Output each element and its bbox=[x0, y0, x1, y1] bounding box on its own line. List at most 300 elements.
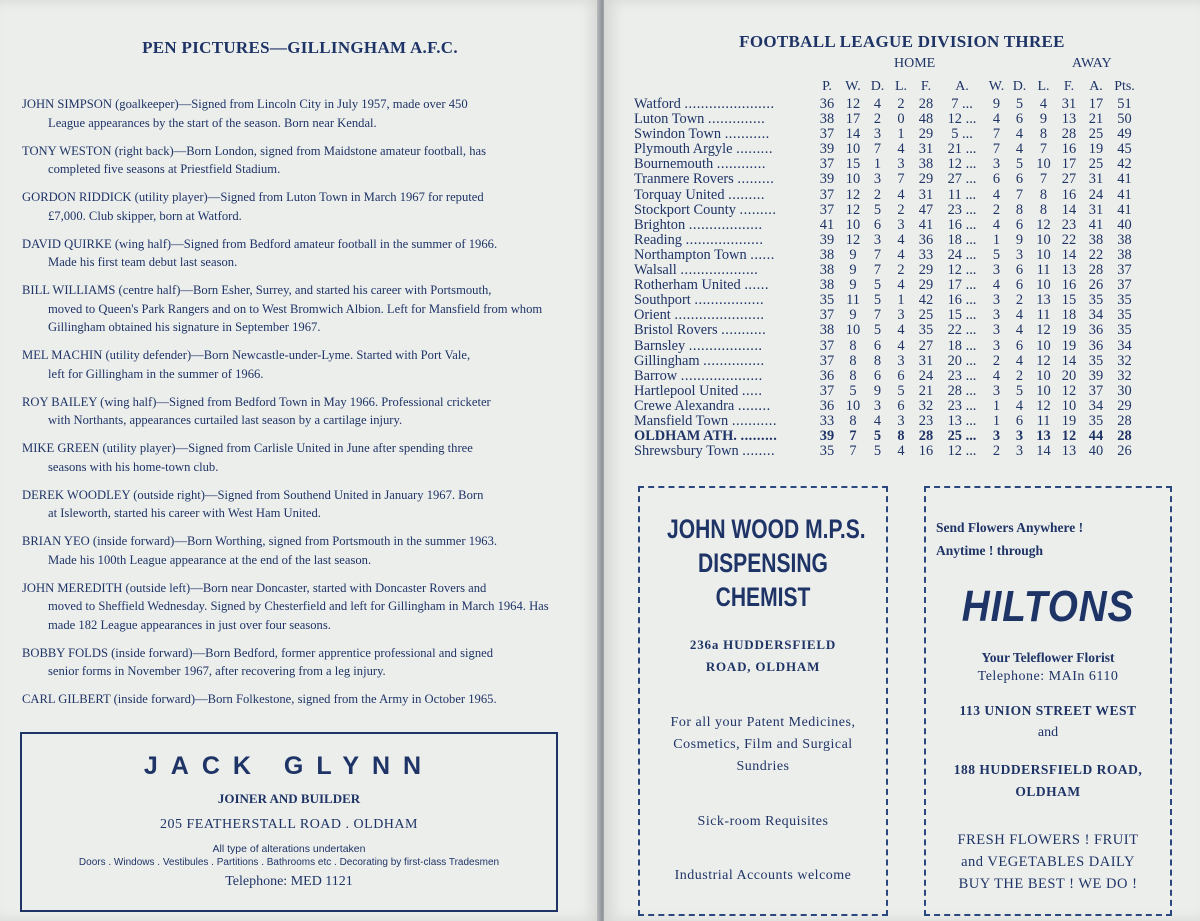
stat-cell-p: 39 bbox=[819, 141, 835, 158]
john-wood-advert bbox=[638, 486, 888, 916]
stat-cell-al: 8 bbox=[1039, 201, 1048, 218]
jack-glynn-advert bbox=[20, 732, 558, 912]
stat-cell-af: 14 bbox=[1061, 201, 1077, 218]
player-entry bbox=[22, 393, 562, 430]
stat-cell-hd: 7 bbox=[873, 307, 882, 324]
team-row bbox=[634, 429, 1190, 444]
stat-cell-hf: 38 bbox=[918, 156, 934, 173]
stat-cell-af: 31 bbox=[1061, 96, 1077, 112]
stat-cell-aw: 4 bbox=[992, 111, 1001, 128]
player-entry-first-line: JOHN SIMPSON (goalkeeper)—Signed from Lincoln City in July 1957, made over 450 bbox=[22, 97, 468, 111]
stat-cell-aw: 4 bbox=[992, 186, 1001, 203]
stat-cell-al: 11 bbox=[1036, 412, 1051, 429]
team-name-cell bbox=[634, 308, 814, 323]
hiltons-send-line2: Anytime ! through bbox=[936, 543, 1044, 558]
stat-cell-al: 10 bbox=[1036, 246, 1051, 263]
stat-cell-pts: 50 bbox=[1117, 111, 1132, 128]
stat-cell-ad: 4 bbox=[1015, 322, 1024, 339]
wood-body-line3: Sundries bbox=[736, 759, 790, 774]
stat-cell-aw: 3 bbox=[992, 382, 1001, 399]
team-name: Shrewsbury Town bbox=[634, 444, 739, 460]
stat-cell-al: 10 bbox=[1036, 156, 1051, 173]
stat-cell-hd: 2 bbox=[873, 111, 882, 128]
player-entry-first-line: DEREK WOODLEY (outside right)—Signed from Southend United in January 1967. Born bbox=[22, 487, 484, 502]
leader-dots: ......... bbox=[739, 202, 777, 218]
player-entry bbox=[22, 346, 562, 383]
stat-cell-af: 16 bbox=[1061, 186, 1077, 203]
player-entry-first-line: BOBBY FOLDS (inside forward)—Born Bedford, former apprentice professional and signed bbox=[22, 645, 493, 660]
stat-cell-af: 12 bbox=[1061, 382, 1077, 399]
stat-cell-hw: 9 bbox=[849, 262, 857, 279]
player-entry-continuation: Made his 100th League appearance at the end of the last season. bbox=[48, 552, 372, 567]
team-row bbox=[634, 414, 1190, 429]
stat-cell-pts: 26 bbox=[1117, 443, 1132, 460]
stat-cell-aa: 35 bbox=[1088, 412, 1104, 429]
team-row bbox=[634, 354, 1190, 369]
stat-cell-hd: 5 bbox=[873, 322, 882, 339]
stat-cell-hw: 17 bbox=[845, 111, 861, 128]
stat-cell-p: 37 bbox=[819, 156, 835, 173]
player-entry bbox=[22, 281, 562, 337]
stat-cell-hf: 36 bbox=[918, 231, 934, 248]
player-entry-first-line: MEL MACHIN (utility defender)—Born Newcastle-under-Lyme. Started with Port Vale, bbox=[22, 348, 471, 362]
player-entry-continuation: completed five seasons at Priestfield Stadium. bbox=[48, 162, 281, 176]
stat-cell-hw: 9 bbox=[849, 307, 857, 324]
stat-cell-hf: 16 bbox=[918, 443, 934, 460]
stat-cell-hf: 21 bbox=[918, 382, 934, 399]
stat-cell-hd: 5 bbox=[873, 201, 882, 218]
leader-dots: ......... bbox=[728, 187, 766, 203]
stat-cell-pts: 49 bbox=[1117, 126, 1132, 143]
stat-cell-p: 35 bbox=[819, 292, 835, 309]
stat-cell-hw: 12 bbox=[845, 186, 861, 203]
stat-cell-pts: 51 bbox=[1117, 96, 1132, 112]
team-name: Hartlepool United bbox=[634, 383, 739, 399]
stat-cell-hd: 7 bbox=[873, 141, 882, 158]
player-entry-first-line: BILL WILLIAMS (centre half)—Born Esher, Surrey, and started his career with Portsmouth, bbox=[22, 283, 492, 297]
stat-cell-af: 17 bbox=[1061, 156, 1077, 173]
stat-cell-hw: 9 bbox=[849, 246, 857, 263]
stat-cell-aa: 28 bbox=[1088, 262, 1104, 279]
stat-cell-p: 39 bbox=[819, 428, 835, 445]
team-row bbox=[634, 142, 1190, 157]
leader-dots: ........ bbox=[742, 444, 776, 460]
wood-sickroom: Sick-room Requisites bbox=[697, 814, 829, 829]
stat-cell-hd: 2 bbox=[873, 186, 882, 203]
league-table-title: FOOTBALL LEAGUE DIVISION THREE bbox=[739, 32, 1065, 51]
stat-cell-aa: 36 bbox=[1088, 322, 1104, 339]
team-name: Gillingham bbox=[634, 353, 700, 369]
stat-cell-ad: 6 bbox=[1015, 412, 1024, 429]
team-name: Rotherham United bbox=[634, 278, 741, 294]
stat-cell-hw: 9 bbox=[849, 277, 857, 294]
player-entry-first-line: ROY BAILEY (wing half)—Signed from Bedford Town in May 1966. Professional cricketer bbox=[22, 394, 491, 409]
team-name: Watford bbox=[634, 97, 681, 112]
stat-cell-aw: 4 bbox=[992, 367, 1001, 384]
stat-cell-aa: 24 bbox=[1088, 186, 1104, 203]
stat-cell-hd: 5 bbox=[873, 277, 882, 294]
stat-cell-hl: 4 bbox=[897, 186, 905, 203]
stat-cell-hf: 28 bbox=[918, 96, 934, 112]
stat-cell-hd: 4 bbox=[873, 412, 882, 429]
hiltons-send bbox=[926, 516, 1170, 562]
stat-cell-hl: 4 bbox=[897, 277, 905, 294]
stat-cell-aa: 35 bbox=[1088, 352, 1104, 369]
player-entry-continuation: seasons with his home-town club. bbox=[48, 459, 219, 474]
stat-cell-aa: 17 bbox=[1088, 96, 1104, 112]
stat-cell-hl: 4 bbox=[897, 322, 905, 339]
player-entry-continuation: left for Gillingham in the summer of 1966. bbox=[48, 366, 264, 381]
stat-cell-pts: 34 bbox=[1117, 337, 1132, 354]
stat-cell-p: 39 bbox=[819, 231, 835, 248]
player-list bbox=[22, 95, 562, 718]
player-entry bbox=[22, 690, 562, 709]
stat-cell-ha: 22 ... bbox=[947, 322, 977, 339]
stat-cell-aa: 19 bbox=[1088, 141, 1104, 158]
stat-cell-al: 12 bbox=[1036, 216, 1051, 233]
stat-cell-al: 4 bbox=[1039, 96, 1048, 112]
player-entry bbox=[22, 439, 562, 476]
stat-cell-al: 7 bbox=[1039, 171, 1048, 188]
stat-cell-aw: 3 bbox=[992, 292, 1001, 309]
team-name: Orient bbox=[634, 308, 671, 324]
stat-cell-hw: 11 bbox=[846, 292, 860, 309]
team-row bbox=[634, 399, 1190, 414]
stat-cell-af: 19 bbox=[1061, 412, 1077, 429]
stat-cell-hl: 4 bbox=[897, 231, 905, 248]
stat-cell-af: 10 bbox=[1061, 397, 1077, 414]
stat-cell-ha: 12 ... bbox=[947, 156, 977, 173]
stat-cell-hf: 29 bbox=[918, 171, 934, 188]
stat-cell-hw: 8 bbox=[849, 412, 857, 429]
hiltons-telephone: Telephone: MAIn 6110 bbox=[977, 669, 1119, 684]
team-name-cell bbox=[634, 293, 814, 308]
team-name-cell bbox=[634, 278, 814, 293]
team-name-cell bbox=[634, 97, 814, 112]
stat-cell-aa: 35 bbox=[1088, 292, 1104, 309]
team-row bbox=[634, 157, 1190, 172]
stat-cell-hw: 10 bbox=[845, 397, 861, 414]
stat-cell-hf: 29 bbox=[918, 262, 934, 279]
stat-cell-hd: 8 bbox=[873, 352, 882, 369]
stat-cell-af: 12 bbox=[1061, 428, 1077, 445]
stat-cell-p: 37 bbox=[819, 337, 835, 354]
player-entry-first-line: BRIAN YEO (inside forward)—Born Worthing, signed from Portsmouth in the summer 1963. bbox=[22, 534, 498, 548]
leader-dots: ................... bbox=[680, 263, 759, 279]
team-name-cell bbox=[634, 112, 814, 127]
stat-cell-ha: 16 ... bbox=[947, 292, 977, 309]
team-rows bbox=[634, 97, 1190, 459]
hiltons-fresh-line1: FRESH FLOWERS ! FRUIT bbox=[957, 832, 1139, 848]
stat-cell-aw: 5 bbox=[992, 246, 1001, 263]
player-entry-continuation: Made his first team debut last season. bbox=[48, 255, 238, 269]
team-name: Barrow bbox=[634, 368, 678, 384]
team-name-cell bbox=[634, 233, 814, 248]
stat-cell-hd: 7 bbox=[873, 262, 882, 279]
team-row bbox=[634, 188, 1190, 203]
stat-cell-ad: 6 bbox=[1015, 171, 1024, 188]
stat-cell-hw: 15 bbox=[845, 156, 861, 173]
stat-cell-hl: 6 bbox=[897, 397, 905, 414]
stat-cell-aw: 3 bbox=[992, 428, 1001, 445]
column-header: L. bbox=[894, 78, 908, 94]
hiltons-address2 bbox=[926, 759, 1170, 803]
stat-cell-hl: 3 bbox=[897, 352, 905, 369]
hiltons-brand: HILTONS bbox=[961, 582, 1135, 631]
stat-cell-hd: 5 bbox=[873, 292, 882, 309]
wood-chemist: CHEMIST bbox=[715, 582, 811, 612]
stat-cell-hw: 12 bbox=[845, 231, 861, 248]
home-group-label: HOME bbox=[894, 56, 936, 71]
stat-cell-p: 37 bbox=[819, 382, 835, 399]
stat-cell-hf: 29 bbox=[918, 277, 934, 294]
stat-cell-aw: 3 bbox=[992, 322, 1001, 339]
stat-cell-pts: 35 bbox=[1117, 307, 1132, 324]
stat-cell-al: 12 bbox=[1036, 397, 1051, 414]
stat-cell-hd: 7 bbox=[873, 246, 882, 263]
stat-cell-p: 35 bbox=[819, 443, 835, 460]
stat-cell-hl: 4 bbox=[897, 337, 905, 354]
column-header: W. bbox=[845, 78, 861, 94]
team-name: Crewe Alexandra bbox=[634, 398, 735, 414]
player-entry-first-line: TONY WESTON (right back)—Born London, signed from Maidstone amateur football, has bbox=[22, 143, 487, 158]
player-entry bbox=[22, 188, 562, 225]
stat-cell-hd: 3 bbox=[873, 171, 882, 188]
stat-cell-hf: 35 bbox=[918, 322, 934, 339]
stat-cell-p: 36 bbox=[819, 397, 835, 414]
team-row bbox=[634, 172, 1190, 187]
stat-cell-al: 7 bbox=[1039, 141, 1048, 158]
team-name: Plymouth Argyle bbox=[634, 142, 733, 158]
hiltons-fresh bbox=[926, 829, 1170, 895]
team-name: Northampton Town bbox=[634, 247, 747, 263]
stat-cell-ha: 13 ... bbox=[947, 412, 977, 429]
team-row bbox=[634, 263, 1190, 278]
stat-cell-pts: 30 bbox=[1117, 382, 1132, 399]
stat-cell-hl: 3 bbox=[897, 156, 905, 173]
stat-cell-aa: 22 bbox=[1088, 246, 1104, 263]
stat-cell-ad: 3 bbox=[1015, 246, 1024, 263]
column-header: W. bbox=[988, 78, 1005, 94]
team-name: Stockport County bbox=[634, 202, 736, 218]
stat-cell-hf: 31 bbox=[918, 352, 934, 369]
leader-dots: ........... bbox=[721, 323, 767, 339]
stat-cell-hf: 23 bbox=[918, 412, 934, 429]
team-row bbox=[634, 97, 1190, 112]
stat-cell-ha: 18 ... bbox=[947, 337, 977, 354]
stat-cell-ha: 5 ... bbox=[951, 126, 973, 143]
stat-cell-hw: 8 bbox=[849, 367, 857, 384]
stat-cell-pts: 38 bbox=[1117, 231, 1132, 248]
group-header-row bbox=[634, 56, 1190, 76]
leader-dots: ................. bbox=[694, 293, 765, 309]
stat-cell-ha: 18 ... bbox=[947, 231, 977, 248]
stat-cell-ad: 6 bbox=[1015, 111, 1024, 128]
stat-cell-ad: 2 bbox=[1015, 292, 1024, 309]
player-entry-first-line: JOHN MEREDITH (outside left)—Born near Doncaster, started with Doncaster Rovers and bbox=[22, 580, 487, 595]
leader-dots: ..... bbox=[741, 383, 763, 399]
team-row bbox=[634, 248, 1190, 263]
player-entry bbox=[22, 532, 562, 569]
stat-cell-al: 12 bbox=[1036, 352, 1051, 369]
stat-cell-pts: 45 bbox=[1117, 141, 1132, 158]
stat-cell-hf: 42 bbox=[918, 292, 934, 309]
wood-body-line1: For all your Patent Medicines, bbox=[670, 715, 856, 730]
stat-cell-al: 12 bbox=[1036, 322, 1051, 339]
team-name-cell bbox=[634, 188, 814, 203]
stat-cell-ad: 6 bbox=[1015, 216, 1024, 233]
player-entry-continuation: £7,000. Club skipper, born at Watford. bbox=[48, 208, 242, 223]
hiltons-address2-line2: OLDHAM bbox=[1015, 784, 1081, 799]
stat-cell-aw: 9 bbox=[992, 96, 1001, 112]
team-row bbox=[634, 384, 1190, 399]
stat-cell-p: 41 bbox=[819, 216, 835, 233]
stat-cell-aw: 3 bbox=[992, 262, 1001, 279]
stat-cell-p: 38 bbox=[819, 262, 835, 279]
stat-cell-pts: 37 bbox=[1117, 277, 1132, 294]
team-row bbox=[634, 218, 1190, 233]
team-name-cell bbox=[634, 323, 814, 338]
team-row bbox=[634, 233, 1190, 248]
stat-cell-hd: 3 bbox=[873, 231, 882, 248]
stat-cell-aw: 7 bbox=[992, 126, 1001, 143]
stat-cell-p: 33 bbox=[819, 412, 835, 429]
column-header: F. bbox=[1063, 78, 1075, 94]
stat-cell-aw: 2 bbox=[992, 443, 1001, 460]
team-name-cell bbox=[634, 414, 814, 429]
stat-cell-aa: 41 bbox=[1088, 216, 1104, 233]
team-name: OLDHAM ATH. bbox=[634, 429, 737, 445]
stat-cell-af: 16 bbox=[1061, 141, 1077, 158]
team-row bbox=[634, 308, 1190, 323]
stat-cell-hl: 4 bbox=[897, 141, 905, 158]
wood-address-line1: 236a HUDDERSFIELD bbox=[689, 637, 837, 652]
team-row bbox=[634, 203, 1190, 218]
stat-cell-hd: 5 bbox=[873, 428, 882, 445]
stat-cell-pts: 35 bbox=[1117, 322, 1132, 339]
leader-dots: ......... bbox=[740, 429, 778, 445]
stat-cell-ha: 7 ... bbox=[951, 96, 973, 112]
stat-cell-hf: 29 bbox=[918, 126, 934, 143]
wood-body bbox=[640, 712, 886, 778]
glynn-name: JACK GLYNN bbox=[143, 752, 435, 780]
stat-cell-aa: 37 bbox=[1088, 382, 1104, 399]
glynn-address: 205 FEATHERSTALL ROAD . OLDHAM bbox=[160, 817, 418, 832]
team-name: Walsall bbox=[634, 263, 677, 279]
wood-name: JOHN WOOD M.P.S. bbox=[667, 514, 866, 544]
column-header-row bbox=[634, 76, 1190, 97]
team-name: Bournemouth bbox=[634, 157, 714, 173]
stat-cell-al: 13 bbox=[1036, 428, 1051, 445]
stat-cell-hf: 47 bbox=[918, 201, 934, 218]
stat-cell-af: 20 bbox=[1061, 367, 1077, 384]
glynn-services: Doors . Windows . Vestibules . Partitions . Bathrooms etc . Decorating by first-class Tradesmen bbox=[78, 857, 500, 868]
player-entry bbox=[22, 486, 562, 523]
hiltons-florist: Your Teleflower Florist bbox=[981, 650, 1115, 665]
stat-cell-ha: 27 ... bbox=[947, 171, 977, 188]
stat-cell-p: 38 bbox=[819, 322, 835, 339]
stat-cell-al: 10 bbox=[1036, 382, 1051, 399]
stat-cell-ha: 24 ... bbox=[947, 246, 977, 263]
team-name-cell bbox=[634, 399, 814, 414]
team-name-cell bbox=[634, 263, 814, 278]
stat-cell-ad: 9 bbox=[1015, 231, 1024, 248]
glynn-telephone: Telephone: MED 1121 bbox=[225, 874, 353, 889]
player-entry bbox=[22, 142, 562, 179]
stat-cell-ad: 5 bbox=[1015, 96, 1024, 112]
stat-cell-ad: 5 bbox=[1015, 382, 1024, 399]
hiltons-address2-line1: 188 HUDDERSFIELD ROAD, bbox=[953, 762, 1143, 777]
stat-cell-hf: 27 bbox=[918, 337, 934, 354]
stat-cell-aw: 2 bbox=[992, 352, 1001, 369]
leader-dots: ................... bbox=[685, 232, 764, 248]
stat-cell-p: 39 bbox=[819, 171, 835, 188]
right-page bbox=[604, 0, 1200, 921]
stat-cell-al: 10 bbox=[1036, 367, 1051, 384]
stat-cell-aa: 25 bbox=[1088, 126, 1104, 143]
stat-cell-aw: 1 bbox=[992, 231, 1001, 248]
stat-cell-hl: 1 bbox=[897, 126, 905, 143]
stat-cell-hl: 3 bbox=[897, 307, 905, 324]
player-entry-first-line: DAVID QUIRKE (wing half)—Signed from Bedford amateur football in the summer of 1966. bbox=[22, 236, 498, 251]
stat-cell-ha: 21 ... bbox=[947, 141, 977, 158]
leader-dots: .............. bbox=[707, 112, 766, 128]
leader-dots: ...................... bbox=[674, 308, 765, 324]
column-header: D. bbox=[870, 78, 885, 94]
column-header: P. bbox=[822, 78, 832, 94]
stat-cell-ad: 4 bbox=[1015, 126, 1024, 143]
glynn-trade: JOINER AND BUILDER bbox=[217, 791, 361, 806]
leader-dots: ........ bbox=[737, 398, 771, 414]
hiltons-fresh-line3: BUY THE BEST ! WE DO ! bbox=[958, 876, 1138, 892]
stat-cell-hf: 25 bbox=[918, 307, 934, 324]
stat-cell-pts: 37 bbox=[1117, 262, 1132, 279]
team-name: Barnsley bbox=[634, 338, 686, 354]
stat-cell-ad: 3 bbox=[1015, 443, 1024, 460]
stat-cell-hw: 8 bbox=[849, 337, 857, 354]
stat-cell-aa: 34 bbox=[1088, 397, 1104, 414]
stat-cell-aa: 39 bbox=[1088, 367, 1104, 384]
stat-cell-hf: 31 bbox=[918, 141, 934, 158]
stat-cell-hl: 4 bbox=[897, 246, 905, 263]
stat-cell-ad: 4 bbox=[1015, 352, 1024, 369]
stat-cell-p: 37 bbox=[819, 186, 835, 203]
away-group-label: AWAY bbox=[1072, 56, 1112, 71]
player-entry-continuation: League appearances by the start of the season. Born near Kendal. bbox=[48, 115, 377, 130]
stat-cell-aa: 38 bbox=[1088, 231, 1104, 248]
stat-cell-ad: 5 bbox=[1015, 156, 1024, 173]
player-entry-continuation: at Isleworth, started his career with West Ham United. bbox=[48, 506, 321, 520]
stat-cell-ad: 4 bbox=[1015, 307, 1024, 324]
stat-cell-ha: 15 ... bbox=[947, 307, 977, 324]
stat-cell-hf: 32 bbox=[918, 397, 934, 414]
league-table bbox=[634, 56, 1190, 459]
wood-dispensing: DISPENSING bbox=[698, 548, 828, 578]
team-row bbox=[634, 127, 1190, 142]
stat-cell-pts: 40 bbox=[1117, 216, 1132, 233]
team-name-cell bbox=[634, 157, 814, 172]
team-name-cell bbox=[634, 369, 814, 384]
leader-dots: ......... bbox=[737, 172, 775, 188]
stat-cell-hl: 8 bbox=[897, 428, 905, 445]
stat-cell-af: 28 bbox=[1061, 126, 1077, 143]
stat-cell-hl: 2 bbox=[897, 201, 905, 218]
team-row bbox=[634, 369, 1190, 384]
leader-dots: ...... bbox=[750, 247, 775, 263]
stat-cell-ad: 3 bbox=[1015, 428, 1024, 445]
team-name-cell bbox=[634, 444, 814, 459]
stat-cell-hw: 7 bbox=[849, 428, 857, 445]
